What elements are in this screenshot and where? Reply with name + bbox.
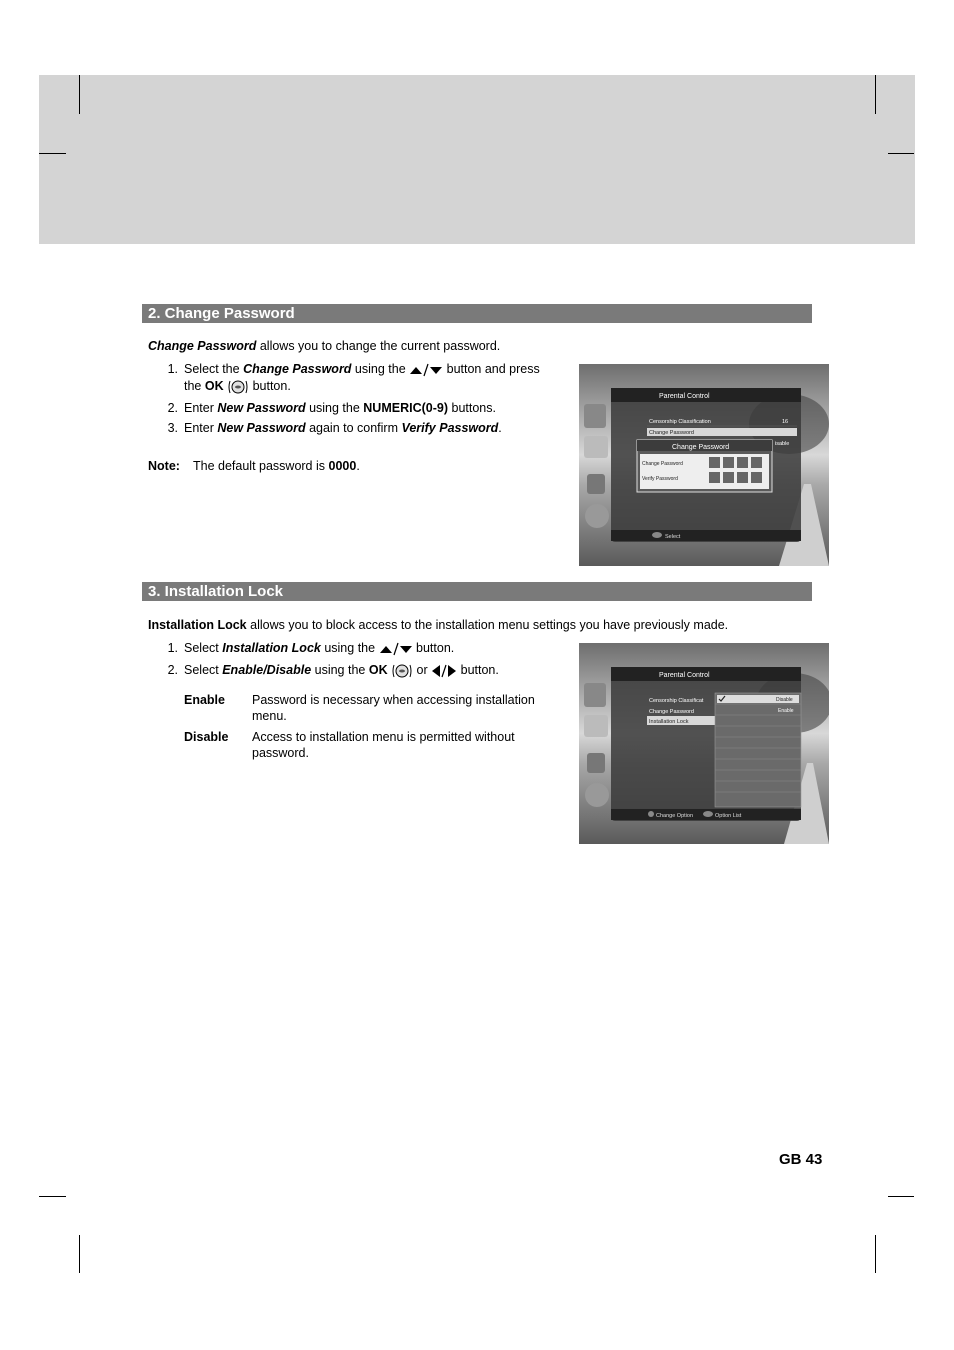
step-text: Select xyxy=(184,641,223,655)
step-text: button. xyxy=(412,641,455,655)
section-heading: 2. Change Password xyxy=(142,304,812,323)
note-end: . xyxy=(356,459,360,473)
step-text: again to confirm xyxy=(305,421,402,435)
page-number: GB 43 xyxy=(779,1151,823,1168)
step-1-line2 xyxy=(184,378,291,395)
step-1 xyxy=(160,640,454,656)
note xyxy=(148,458,180,474)
tv-menu-icon xyxy=(585,504,609,528)
header-band xyxy=(39,75,915,244)
crop-mark xyxy=(79,75,80,114)
step-term: Enable/Disable xyxy=(222,663,312,677)
note-label: Note: xyxy=(148,459,180,473)
osd-header: Parental Control xyxy=(659,672,710,679)
step-text: Select xyxy=(184,663,223,677)
step-2 xyxy=(160,662,499,679)
def-line: menu. xyxy=(252,709,287,723)
tv-screenshot-change-password xyxy=(579,364,829,566)
osd-option: Disable xyxy=(776,697,793,703)
note-body: The default password is xyxy=(193,459,329,473)
osd-row-label: Change Password xyxy=(649,709,694,715)
note-text xyxy=(193,458,360,474)
osd-dialog-title: Change Password xyxy=(672,444,730,451)
def-desc-disable xyxy=(252,729,515,761)
def-term-enable xyxy=(184,692,225,708)
osd-row-label: Change Password xyxy=(649,430,694,436)
crop-mark xyxy=(79,1235,80,1273)
section-heading: 3. Installation Lock xyxy=(142,582,812,601)
step-text: using the xyxy=(305,401,364,415)
step-number: 2. xyxy=(167,401,178,415)
crop-mark xyxy=(875,1235,876,1273)
step-2 xyxy=(160,400,496,416)
tv-menu-icon xyxy=(584,683,606,707)
crop-mark xyxy=(888,153,914,154)
step-text: the xyxy=(184,379,205,393)
crop-mark xyxy=(888,1196,914,1197)
step-term: New Password xyxy=(217,421,306,435)
step-number: 3. xyxy=(167,421,178,435)
ok-label: OK xyxy=(368,663,388,677)
note-value: 0000 xyxy=(328,459,357,473)
step-text: . xyxy=(498,421,502,435)
ok-label: OK xyxy=(204,379,224,393)
intro-text xyxy=(148,617,728,633)
def-line: Password is necessary when accessing installation xyxy=(252,693,535,707)
step-text: button and press xyxy=(443,362,540,376)
step-term: New Password xyxy=(217,401,306,415)
osd-row-label: Censorship Classificat xyxy=(649,698,704,704)
step-number: 2. xyxy=(167,663,178,677)
osd-dialog-row: Change Password xyxy=(642,461,683,467)
step-term: Change Password xyxy=(243,362,352,376)
def-line: password. xyxy=(252,746,309,760)
step-text: or xyxy=(413,663,432,677)
tv-menu-icon xyxy=(584,715,608,737)
term: Installation Lock xyxy=(148,618,247,632)
osd-row-label: Censorship Classification xyxy=(649,419,711,425)
osd-footer: Change Option xyxy=(656,813,693,819)
step-3 xyxy=(160,420,502,436)
step-number: 1. xyxy=(167,362,178,376)
up-down-arrow-icon xyxy=(409,363,443,377)
osd-footer: Option List xyxy=(715,813,742,819)
step-term: Installation Lock xyxy=(222,641,321,655)
def-term-disable xyxy=(184,729,228,745)
intro-text xyxy=(148,338,500,354)
osd-row-label: Installation Lock xyxy=(649,719,689,725)
step-text: Enter xyxy=(184,421,218,435)
osd-footer: Select xyxy=(665,534,681,540)
intro-rest: allows you to change the current password. xyxy=(256,339,501,353)
step-term: Verify Password xyxy=(401,421,499,435)
osd-option: Enable xyxy=(778,708,794,714)
step-text: using the xyxy=(320,641,379,655)
crop-mark xyxy=(39,153,66,154)
ok-button-icon xyxy=(391,663,413,679)
ok-button-icon xyxy=(227,379,249,395)
tv-menu-icon xyxy=(584,404,606,428)
osd-row-value: isable xyxy=(775,441,790,447)
step-text: using the xyxy=(351,362,410,376)
tv-menu-icon xyxy=(584,436,608,458)
def-line: Access to installation menu is permitted without xyxy=(252,730,515,744)
intro-rest: allows you to block access to the installation menu settings you have previously made. xyxy=(246,618,729,632)
osd-row-value: 16 xyxy=(782,419,789,425)
step-number: 1. xyxy=(167,641,178,655)
osd-dialog-row: Verify Password xyxy=(642,476,678,482)
step-text: button. xyxy=(249,379,291,393)
step-1 xyxy=(160,361,540,377)
def-desc-enable xyxy=(252,692,535,724)
step-text: buttons. xyxy=(448,401,496,415)
term: Change Password xyxy=(148,339,257,353)
tv-menu-icon xyxy=(587,474,605,494)
left-right-arrow-icon xyxy=(431,664,457,678)
def-term: Disable xyxy=(184,730,229,744)
tv-menu-icon xyxy=(585,783,609,807)
up-down-arrow-icon xyxy=(379,642,413,656)
step-text: Enter xyxy=(184,401,218,415)
def-term: Enable xyxy=(184,693,225,707)
step-text: Select the xyxy=(184,362,244,376)
tv-menu-icon xyxy=(587,753,605,773)
tv-screenshot-installation-lock xyxy=(579,643,829,845)
crop-mark xyxy=(875,75,876,114)
osd-header: Parental Control xyxy=(659,393,710,400)
step-text: using the xyxy=(311,663,369,677)
step-key: NUMERIC(0-9) xyxy=(363,401,449,415)
crop-mark xyxy=(39,1196,66,1197)
step-text: button. xyxy=(457,663,499,677)
